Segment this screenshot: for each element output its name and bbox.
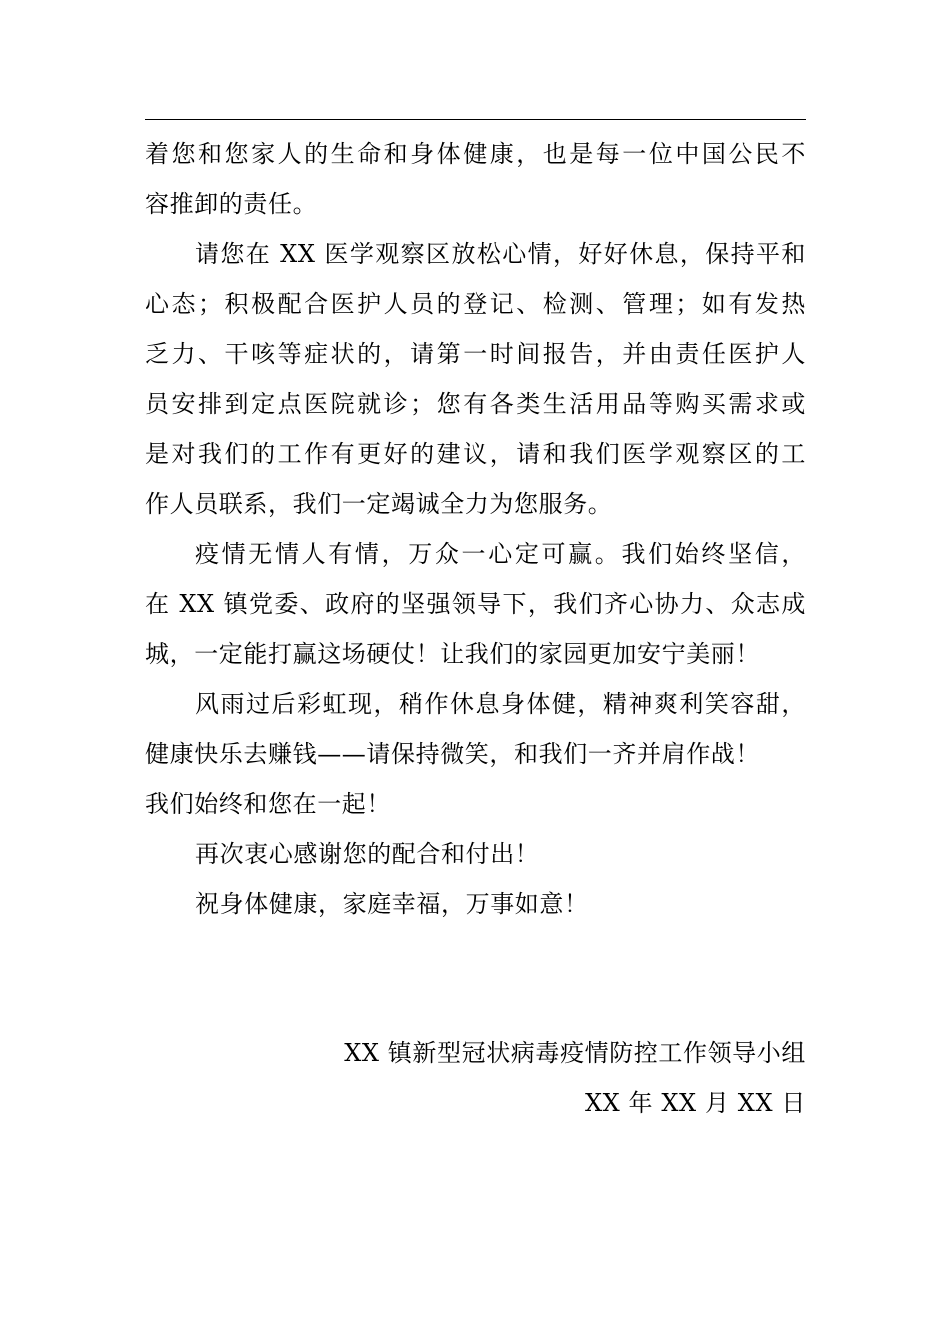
paragraph-line: 风雨过后彩虹现，稍作休息身体健，精神爽利笑容甜，	[195, 690, 806, 718]
paragraph-line: 乏力、干咳等症状的，请第一时间报告，并由责任医护人	[145, 340, 806, 368]
paragraph-line: 在 XX 镇党委、政府的坚强领导下，我们齐心协力、众志成	[145, 590, 806, 618]
paragraph-line: 是对我们的工作有更好的建议，请和我们医学观察区的工	[145, 440, 806, 468]
paragraph-line: 健康快乐去赚钱——请保持微笑，和我们一齐并肩作战！	[145, 740, 760, 768]
signature-organization: XX 镇新型冠状病毒疫情防控工作领导小组	[344, 1039, 806, 1067]
paragraph-line: 我们始终和您在一起！	[145, 790, 391, 818]
paragraph-line: 疫情无情人有情，万众一心定可赢。我们始终坚信，	[195, 540, 806, 568]
paragraph-line: 着您和您家人的生命和身体健康，也是每一位中国公民不	[145, 140, 806, 168]
paragraph-line: 容推卸的责任。	[145, 190, 318, 218]
paragraph-line: 请您在 XX 医学观察区放松心情，好好休息，保持平和	[195, 240, 806, 268]
paragraph-line: 员安排到定点医院就诊；您有各类生活用品等购买需求或	[145, 390, 806, 418]
header-rule	[145, 119, 806, 120]
paragraph-line: 心态；积极配合医护人员的登记、检测、管理；如有发热	[145, 290, 806, 318]
paragraph-line: 作人员联系，我们一定竭诚全力为您服务。	[145, 490, 613, 518]
signature-date: XX 年 XX 月 XX 日	[584, 1089, 806, 1117]
paragraph-line: 祝身体健康，家庭幸福，万事如意！	[195, 890, 589, 918]
paragraph-line: 城，一定能打赢这场硬仗！让我们的家园更加安宁美丽！	[145, 640, 760, 668]
paragraph-line: 再次衷心感谢您的配合和付出！	[195, 840, 540, 868]
